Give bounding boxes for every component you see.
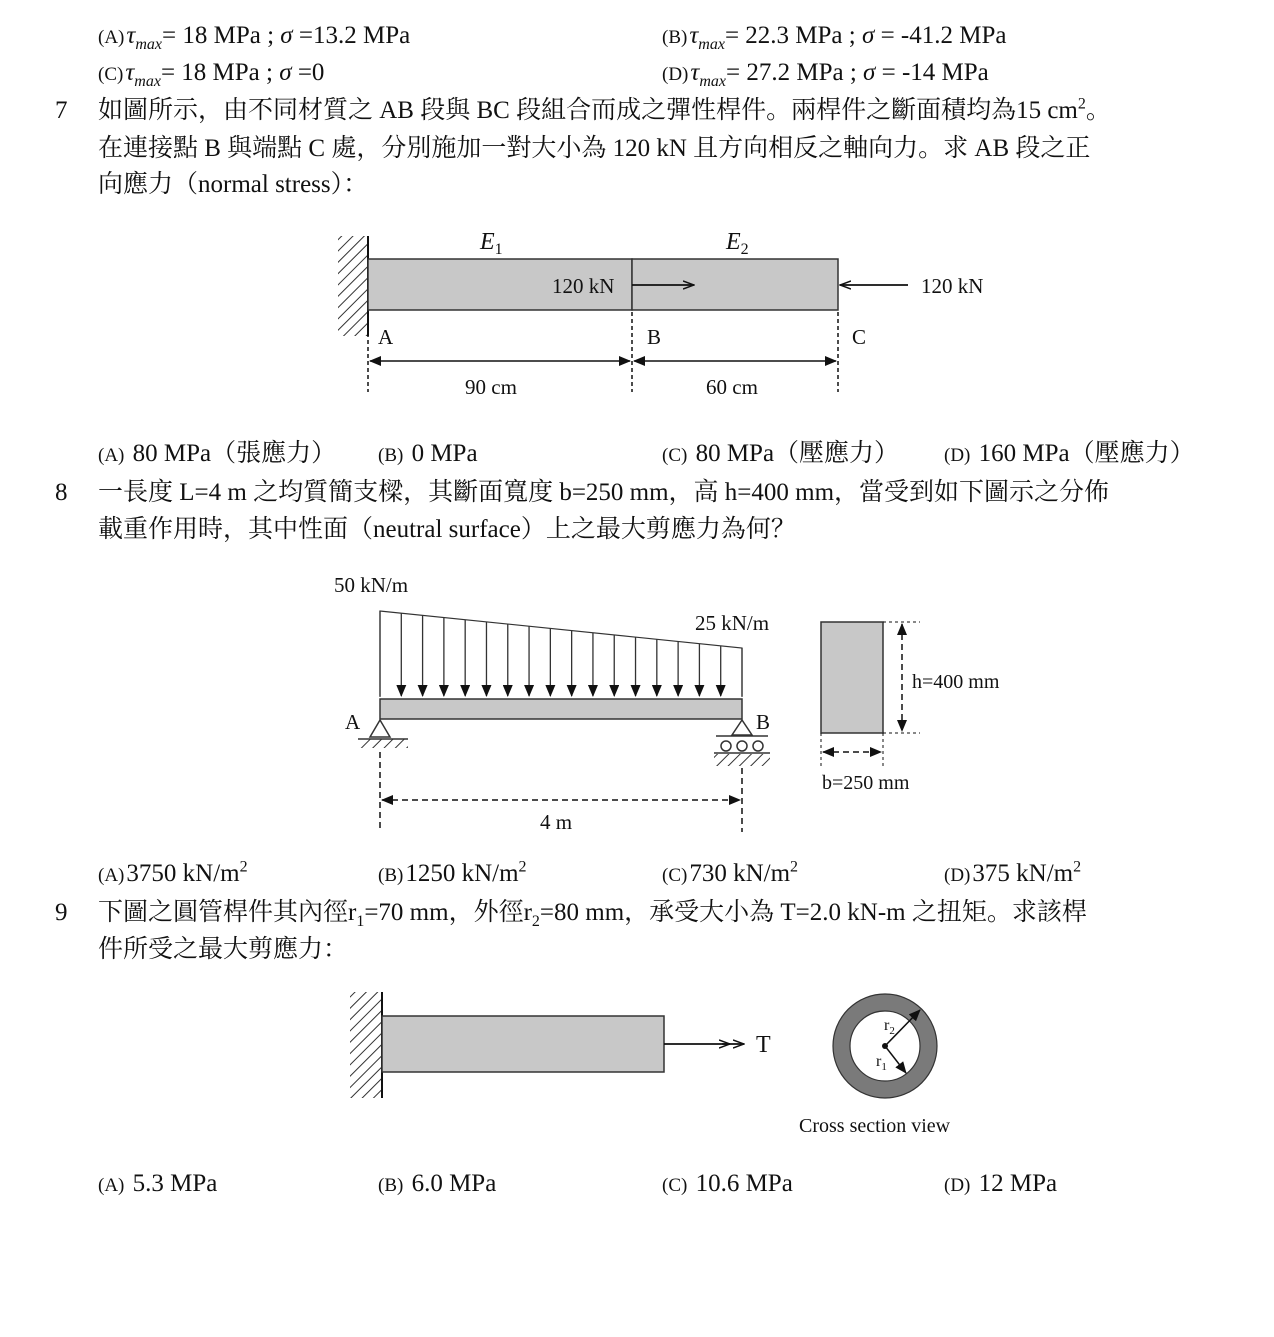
option-sup: 2 [239, 858, 248, 876]
force-c-label: 120 kN [921, 274, 984, 298]
q9-line1-sub2: 2 [531, 913, 540, 930]
q9-option-c[interactable] [662, 1168, 793, 1202]
q7-text-line2: 在連接點 B 與端點 C 處，分別施加一對大小為 120 kN 且方向相反之軸向力。求 AB 段之正 [98, 135, 1091, 162]
option-text: 0 MPa [405, 440, 478, 467]
q8-number: 8 [55, 479, 68, 506]
option-text: 80 MPa（壓應力） [689, 440, 900, 467]
sigma-symbol: σ [280, 22, 299, 49]
tau-subscript: max [135, 36, 162, 53]
option-sup: 2 [518, 858, 527, 876]
option-sigma-value: = -41.2 MPa [880, 22, 1007, 49]
distributed-load-outline [380, 611, 742, 697]
q9-line1-part-b: =70 mm，外徑r [364, 899, 532, 926]
option-label: (C) [98, 64, 124, 85]
r1-label: $r_1$ [876, 1053, 887, 1073]
option-tau-value: = 27.2 MPa ; [726, 59, 864, 86]
q9-option-b[interactable] [378, 1168, 496, 1202]
sigma-symbol: σ [861, 22, 881, 49]
option-text: 375 kN/m [972, 860, 1074, 887]
option-sigma-value: =0 [297, 59, 325, 86]
option-tau-value: = 22.3 MPa ; [724, 22, 862, 49]
load-right-label: 25 kN/m [695, 611, 770, 635]
option-label: (D) [662, 64, 689, 85]
label-e1: $E_1$ [480, 229, 503, 258]
q9-line1-part-c: =80 mm，承受大小為 T=2.0 kN-m 之扭矩。求該桿 [539, 899, 1087, 926]
option-label: (A) [98, 27, 125, 48]
width-label: b=250 mm [822, 772, 910, 794]
q9-option-a[interactable] [98, 1168, 217, 1202]
wall-support-q9 [350, 992, 382, 1098]
q7-number: 7 [55, 97, 68, 124]
wall-support [338, 236, 368, 336]
option-label: (D) [944, 865, 971, 886]
q7-option-b[interactable] [378, 438, 478, 472]
q7-option-d[interactable] [944, 438, 1195, 472]
q7-line1-end: 。 [1085, 97, 1111, 124]
support-b-label: B [756, 710, 771, 734]
q8-option-d[interactable] [944, 858, 1081, 892]
option-sup: 2 [1073, 858, 1082, 876]
q7-option-c[interactable] [662, 438, 899, 472]
option-text: 5.3 MPa [126, 1170, 218, 1197]
torque-label: T [756, 1032, 771, 1058]
option-sup: 2 [790, 858, 799, 876]
support-a-label: A [345, 710, 361, 734]
option-text: 160 MPa（壓應力） [972, 440, 1195, 467]
length-bc: 60 cm [706, 375, 758, 399]
load-arrows [380, 611, 742, 696]
tube-shaft [382, 1016, 664, 1072]
q7-option-a[interactable] [98, 438, 336, 472]
r2-label: $r_2$ [884, 1017, 895, 1037]
option-label: (C) [662, 445, 688, 466]
option-text: 10.6 MPa [689, 1170, 793, 1197]
q8-option-a[interactable] [98, 858, 248, 892]
option-label: (A) [98, 1175, 125, 1196]
option-label: (B) [378, 865, 404, 886]
q9-option-d[interactable] [944, 1168, 1057, 1202]
option-text: 12 MPa [972, 1170, 1058, 1197]
point-c: C [852, 325, 867, 349]
q7-line1-text: 如圖所示，由不同材質之 AB 段與 BC 段組合而成之彈性桿件。兩桿件之斷面積均為15 cm [98, 97, 1078, 124]
option-label: (C) [662, 865, 688, 886]
q9-text-line1 [98, 897, 1087, 929]
tau-symbol: τ [690, 59, 700, 86]
q7-line1-sup: 2 [1077, 95, 1086, 113]
load-left-label: 50 kN/m [334, 573, 409, 597]
point-b: B [647, 325, 662, 349]
height-label: h=400 mm [912, 671, 1000, 693]
option-text: 6.0 MPa [405, 1170, 497, 1197]
option-text: 3750 kN/m [126, 860, 240, 887]
q9-number: 9 [55, 899, 68, 926]
option-label: (B) [662, 27, 688, 48]
option-text: 80 MPa（張應力） [126, 440, 337, 467]
pin-support-a [358, 720, 408, 748]
tau-subscript: max [699, 73, 726, 90]
beam [380, 699, 742, 719]
tau-subscript: max [134, 73, 161, 90]
option-sigma-value: =13.2 MPa [298, 22, 411, 49]
option-text: 1250 kN/m [405, 860, 519, 887]
sigma-symbol: σ [863, 59, 882, 86]
point-a: A [378, 325, 394, 349]
tau-symbol: τ [126, 22, 136, 49]
span-label: 4 m [540, 810, 573, 834]
sigma-symbol: σ [279, 59, 298, 86]
option-label: (A) [98, 865, 125, 886]
option-tau-value: = 18 MPa ; [162, 22, 281, 49]
q8-text-line2: 載重作用時，其中性面（neutral surface）上之最大剪應力為何？ [98, 516, 796, 543]
label-e2: $E_2$ [726, 229, 749, 258]
q7-text-line3: 向應力（normal stress）： [98, 171, 369, 198]
beam-cross-section [821, 622, 883, 733]
q8-text-line1: 一長度 L=4 m 之均質簡支樑，其斷面寬度 b=250 mm，高 h=400 mm，當受到如下圖示之分佈 [98, 479, 1110, 506]
force-b-label: 120 kN [552, 274, 615, 298]
tau-subscript: max [698, 36, 725, 53]
length-ab: 90 cm [465, 375, 517, 399]
q9-line1-part-a: 下圖之圓管桿件其內徑r [98, 899, 357, 926]
option-tau-value: = 18 MPa ; [160, 59, 280, 86]
q8-option-b[interactable] [378, 858, 527, 892]
option-sigma-value: = -14 MPa [881, 59, 989, 86]
option-label: (D) [944, 445, 971, 466]
option-label: (C) [662, 1175, 688, 1196]
cross-section-caption: Cross section view [799, 1115, 951, 1137]
tau-symbol: τ [125, 59, 135, 86]
option-text: 730 kN/m [689, 860, 791, 887]
q9-text-line2: 件所受之最大剪應力： [98, 936, 349, 963]
option-label: (B) [378, 445, 404, 466]
option-label: (B) [378, 1175, 404, 1196]
option-label: (A) [98, 445, 125, 466]
option-label: (D) [944, 1175, 971, 1196]
tau-symbol: τ [689, 22, 699, 49]
q9-line1-sub1: 1 [356, 913, 365, 930]
q8-option-c[interactable] [662, 858, 798, 892]
